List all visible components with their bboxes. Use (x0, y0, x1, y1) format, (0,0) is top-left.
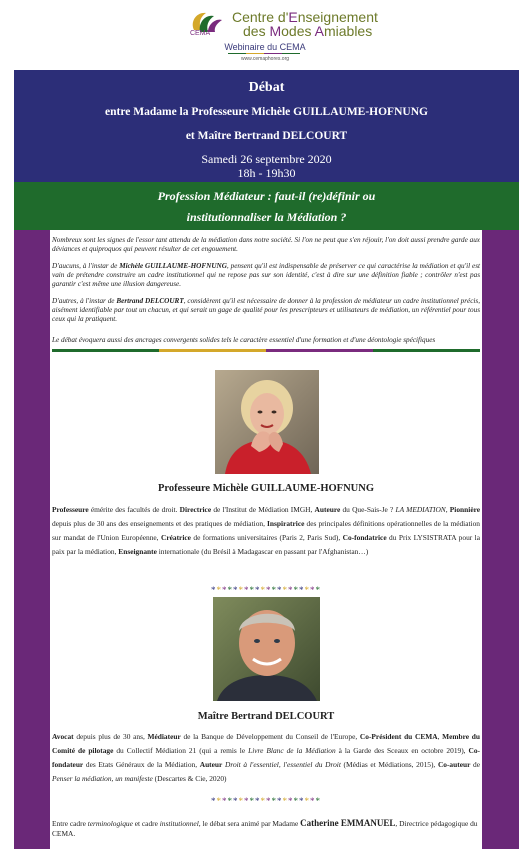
separator-star: * (277, 796, 283, 806)
speaker1-bio-run: depuis plus de 30 ans des enseignements et des pratiques de médiation, (52, 519, 268, 528)
speaker1-bio-run: Créatrice (160, 533, 191, 542)
separator-star: * (244, 585, 250, 595)
event-time: 18h - 19h30 (237, 166, 296, 180)
speaker2-bio-run: Co-auteur (437, 760, 471, 769)
speaker1-bio-run: des principales définitions opérationnelles de la médiation sur mandat de l'Union Européenne, (52, 519, 480, 542)
closing-text: Entre cadre terminologique et cadre institutionnel, le débat sera animé par Madame Catherine EMMANUEL, Directrice pédagogique du CEMA. (52, 818, 478, 838)
intro-paragraph-1: Nombreux sont les signes de l'essor tant attendu de la médiation dans notre société. Si l'on ne peut que s'en réjouir, l'on doit aussi prendre garde aux déviances et quiproquos qui peuvent résulter de cet engouement. (52, 236, 480, 254)
event-heading: Débat (248, 80, 285, 95)
webinaire-label: Webinaire du CEMA (224, 42, 306, 52)
intro-paragraph-3: D'autres, à l'instar de Bertrand DELCOURT, considèrent qu'il est nécessaire de donner à la profession de médiateur un cadre institutionnel précis, aisément identifiable par tout un chacun, et qui serait un gage de qualité pour les prescripteurs et utilisateurs de médiation, un référentiel pour tous ceux qui la pratiquent. (52, 297, 480, 324)
intro-paragraph-4: Le débat évoquera aussi des ancrages convergents solides tels le caractère essentiel d'une formation et d'une déontologie spécifiques (52, 336, 436, 344)
separator-star: * (299, 796, 305, 806)
speaker2-bio-run: de (470, 760, 481, 769)
intro-paragraph-2: D'aucuns, à l'instar de Michèle GUILLAUME-HOFNUNG, pensent qu'il est indispensable de préserver ce qui caractérise la médiation et qu'il est vain de prétendre construire un cadre institutionnel qui ne repose pas sur son identité, c'est à dire sur une définition fiable ; contrôler n'est pas garantir c'est même une illusion dangereuse. (52, 262, 481, 289)
separator-star: * (288, 796, 294, 806)
speaker1-bio (52, 503, 480, 559)
logo-url: www.cemaphores.org (240, 56, 290, 62)
separator-star: * (260, 796, 266, 806)
divider-gold (159, 349, 266, 352)
separator-stars-2 (50, 796, 482, 806)
separator-star: * (304, 585, 310, 595)
separator-star: * (293, 796, 299, 806)
speaker2-bio-run: Auteur (199, 760, 223, 769)
frame-left-border (14, 230, 50, 849)
separator-star: * (288, 585, 294, 595)
separator-star: * (249, 585, 255, 595)
speaker2-photo (213, 597, 320, 701)
separator-star: * (260, 585, 266, 595)
speaker1-bio-run: Directrice (179, 505, 212, 514)
separator-star: * (266, 796, 272, 806)
speaker1-bio-run: Pionnière (449, 505, 481, 514)
speaker1-bio-run: de l'Institut de Médiation IMGH, (211, 505, 315, 514)
speaker1-bio-run: Auteure (314, 505, 341, 514)
speaker2-bio-run: à la Garde des Sceaux en octobre 2019), (335, 746, 469, 755)
separator-stars-1 (50, 585, 482, 595)
speaker2-name: Maître Bertrand DELCOURT (197, 711, 335, 722)
logo-bar-purple (264, 53, 282, 54)
speaker2-bio-run: Médiateur (147, 732, 181, 741)
speaker1-bio-run: émérite des facultés de droit. (88, 505, 180, 514)
speaker1-bio-run: Professeure (52, 505, 89, 514)
separator-star: * (227, 796, 233, 806)
separator-star: * (282, 585, 288, 595)
separator-star: * (238, 796, 244, 806)
speaker1-bio-run: de formations universitaires (Paris 2, Paris Sud), (190, 533, 343, 542)
speaker1-bio-run: du Que-Sais-Je ? (340, 505, 396, 514)
separator-star: * (293, 585, 299, 595)
speaker1-bio-run: Co-fondatrice (342, 533, 387, 542)
topic-line1: Profession Médiateur : faut-il (re)définir ou (157, 189, 376, 203)
main-content (50, 230, 482, 849)
separator-star: * (271, 796, 277, 806)
separator-star: * (277, 585, 283, 595)
divider-green (52, 349, 159, 352)
speaker1-bio-run: LA MEDIATION (395, 505, 446, 514)
speaker2-bio-run: Droit à l'essentiel, l'essentiel du Droit (225, 760, 341, 769)
speaker1-bio-run: du Prix LYSISTRATA pour la paix par la médiation, (52, 533, 481, 556)
separator-star: * (271, 585, 277, 595)
title-band (14, 70, 519, 182)
speaker2-bio-run: Co-fondateur (52, 746, 480, 769)
separator-star: * (315, 585, 321, 595)
speaker1-name: Professeure Michèle GUILLAUME-HOFNUNG (158, 483, 374, 494)
separator-star: * (227, 585, 233, 595)
separator-star: * (211, 585, 217, 595)
divider-green-2 (373, 349, 480, 352)
speaker2-bio-run: des Etats Généraux de la Médiation, (83, 760, 200, 769)
separator-star: * (244, 796, 250, 806)
separator-star: * (222, 796, 228, 806)
separator-star: * (266, 585, 272, 595)
event-date: Samedi 26 septembre 2020 (201, 152, 332, 166)
speaker2-bio-run: , (437, 732, 443, 741)
topic-line2: institutionnaliser la Médiation ? (186, 210, 347, 224)
frame-right-border (482, 230, 519, 849)
separator-star: * (233, 585, 239, 595)
speaker1-photo (215, 370, 319, 474)
logo-title-line2: des Modes Amiables (243, 23, 373, 39)
speaker2-bio (52, 730, 480, 786)
logo-mark-text: CEMA (190, 30, 211, 36)
separator-star: * (315, 796, 321, 806)
separator-star: * (233, 796, 239, 806)
speaker2-bio-run: Co-Président du CEMA (359, 732, 438, 741)
header-logo-area (0, 0, 530, 70)
speaker1-bio-run: internationale (du Brésil à Madagascar en passant par l'Afghanistan…) (156, 547, 369, 556)
divider-purple (266, 349, 373, 352)
logo-bar-gold (246, 53, 264, 54)
speaker1-bio-run: , (445, 505, 450, 514)
speaker2-bio-run: du Collectif Médiation 21 (qui a remis le (113, 746, 249, 755)
separator-star: * (216, 796, 222, 806)
speaker2-portrait-image (213, 597, 320, 701)
logo-bar-green (228, 53, 246, 54)
speaker2-bio-run: depuis plus de 30 ans, (73, 732, 148, 741)
separator-star: * (255, 585, 261, 595)
logo-bar-green-2 (282, 53, 300, 54)
separator-star: * (222, 585, 228, 595)
logo-title-line1: Centre d'Enseignement (232, 9, 378, 25)
separator-star: * (310, 585, 316, 595)
separator-star: * (249, 796, 255, 806)
speaker2-bio-run: Membre du Comité de pilotage (52, 732, 480, 755)
event-participants-line2: et Maître Bertrand DELCOURT (185, 130, 348, 142)
separator-star: * (282, 796, 288, 806)
separator-star: * (238, 585, 244, 595)
speaker2-bio-run: de la Banque de Développement du Conseil de l'Europe, (180, 732, 360, 741)
topic-band (14, 182, 519, 230)
speaker2-bio-run: Avocat (52, 732, 74, 741)
speaker1-bio-run: Inspiratrice (267, 519, 305, 528)
speaker1-portrait-image (215, 370, 319, 474)
speaker2-bio-run: (Descartes & Cie, 2020) (152, 774, 227, 783)
event-participants-line1: entre Madame la Professeure Michèle GUILLAUME-HOFNUNG (105, 106, 428, 118)
separator-star: * (255, 796, 261, 806)
speaker1-bio-run: Enseignante (118, 547, 157, 556)
speaker2-bio-run: Penser la médiation, un manifeste (52, 774, 153, 783)
separator-star: * (310, 796, 316, 806)
separator-star: * (299, 585, 305, 595)
speaker2-bio-run: (Médias et Médiations, 2015), (340, 760, 438, 769)
speaker2-bio-run: Livre Blanc de la Médiation (248, 746, 336, 755)
separator-star: * (304, 796, 310, 806)
separator-star: * (211, 796, 217, 806)
separator-star: * (216, 585, 222, 595)
cema-logo-icon (188, 8, 228, 36)
